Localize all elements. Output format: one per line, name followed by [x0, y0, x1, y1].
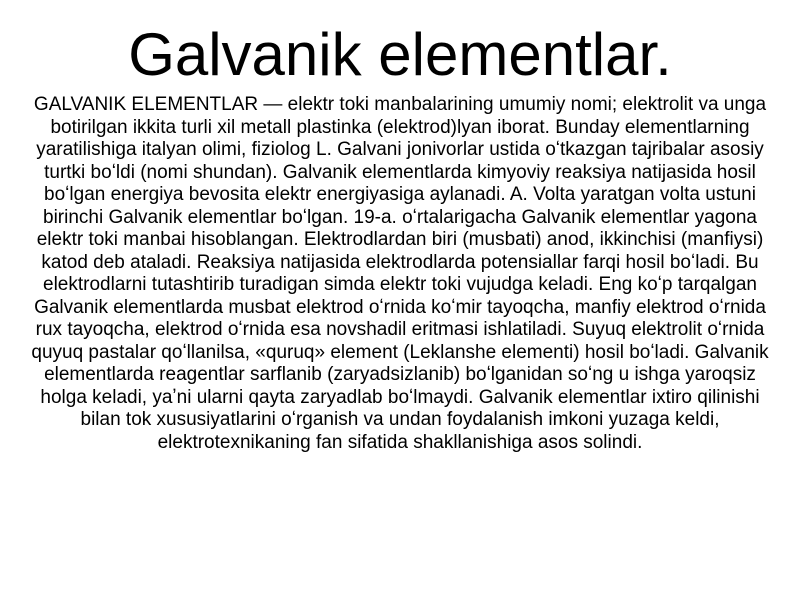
- slide-body-text: GALVANIK ELEMENTLAR — elektr toki manbalarining umumiy nomi; elektrolit va unga botirilgan ikkita turli xil metall plastinka (elektrod)lyan iborat. Bunday elementlarning yaratilishiga italyan olimi, fiziolog L. Galvani jonivorlar ustida oʻtkazgan tajribalar asosiy turtki boʻldi (nomi shundan). Galvanik elementlarda kimyoviy reaksiya natijasida hosil boʻlgan energiya bevosita elektr energiyasiga aylanadi. A. Volta yaratgan volta ustuni birinchi Galvanik elementlar boʻlgan. 19-a. oʻrtalarigacha Galvanik elementlar yagona elektr toki manbai hisoblangan. Elektrodlardan biri (musbati) anod, ikkinchisi (manfiysi) katod deb ataladi. Reaksiya natijasida elektrodlarda potensiallar farqi hosil boʻladi. Bu elektrodlarni tutashtirib turadigan simda elektr toki vujudga keladi. Eng koʻp tarqalgan Galvanik elementlarda musbat elektrod oʻrnida koʻmir tayoqcha, manfiy elektrod oʻrnida rux tayoqcha, elektrod oʻrnida esa novshadil eritmasi ishlatiladi. Suyuq elektrolit oʻrnida quyuq pastalar qoʻllanilsa, «quruq» element (Leklanshe elementi) hosil boʻladi. Galvanik elementlarda reagentlar sarflanib (zaryadsizlanib) boʻlganidan soʻng u ishga yaroqsiz holga keladi, yaʼni ularni qayta zaryadlab boʻlmaydi. Galvanik elementlar ixtiro qilinishi bilan tok xususiyatlarini oʻrganish va undan foydalanish imkoni yuzaga keldi, elektrotexnikaning fan sifatida shakllanishiga asos solindi.: [31, 94, 769, 453]
- slide-title: Galvanik elementlar.: [128, 21, 672, 88]
